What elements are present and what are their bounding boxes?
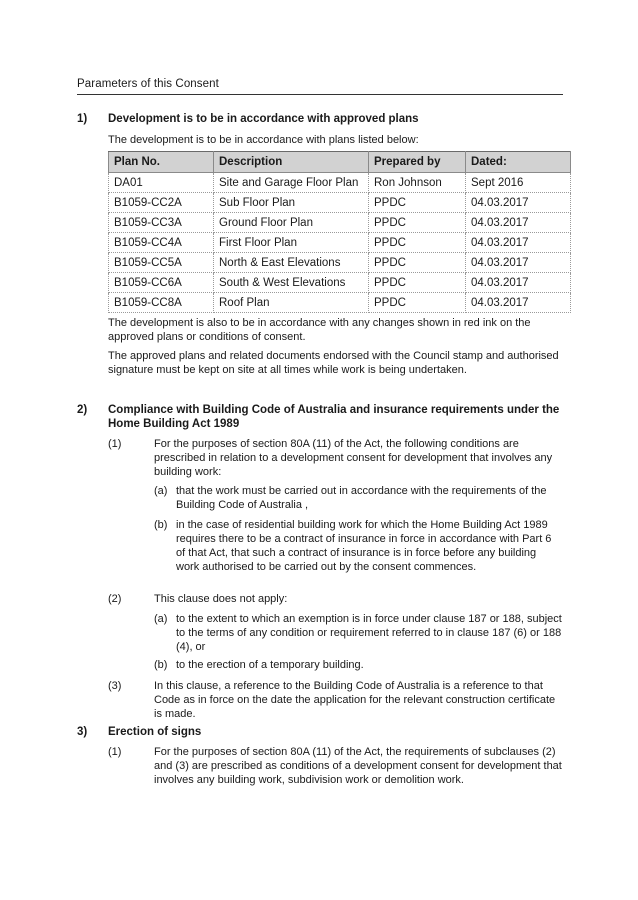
cell-plan-no: B1059-CC6A — [109, 273, 214, 293]
clause-number: (3) — [108, 680, 122, 692]
table-row — [109, 193, 571, 213]
cell-description: Roof Plan — [214, 293, 369, 313]
cell-prepared-by: PPDC — [369, 273, 466, 293]
table-row — [109, 253, 571, 273]
table-row — [109, 293, 571, 313]
cell-prepared-by: PPDC — [369, 233, 466, 253]
section-number: 2) — [77, 404, 88, 416]
cell-plan-no: B1059-CC3A — [109, 213, 214, 233]
cell-dated: Sept 2016 — [466, 173, 571, 193]
col-header-prepared-by: Prepared by — [369, 152, 466, 173]
subclause-text: to the erection of a temporary building. — [176, 659, 364, 671]
cell-prepared-by: PPDC — [369, 253, 466, 273]
section-title: Erection of signs — [108, 726, 202, 738]
col-header-dated: Dated: — [466, 152, 571, 173]
clause-number: (2) — [108, 593, 122, 605]
section-1-para-changes: The development is also to be in accordance with any changes shown in red ink on the approved plans or conditions of consent. — [108, 317, 531, 343]
heading-rule — [77, 94, 563, 95]
section-title: Compliance with Building Code of Australia and insurance requirements under the Home Building Act 1989 — [108, 404, 560, 430]
table-row — [109, 213, 571, 233]
cell-dated: 04.03.2017 — [466, 213, 571, 233]
cell-plan-no: DA01 — [109, 173, 214, 193]
cell-description: South & West Elevations — [214, 273, 369, 293]
subclause-label: (a) — [154, 485, 168, 497]
subclause-text: in the case of residential building work for which the Home Building Act 1989 requires there to be a contract of insurance in force in accordance with Part 6 of that Act, that such a contract of insurance is in force before any building work authorised to be carried out by the consent commences. — [176, 519, 552, 573]
table-row — [109, 273, 571, 293]
clause-text: For the purposes of section 80A (11) of the Act, the following conditions are prescribed in relation to a development consent for development that involves any building work: — [154, 438, 553, 478]
cell-dated: 04.03.2017 — [466, 273, 571, 293]
subclause-text: that the work must be carried out in accordance with the requirements of the Building Code of Australia , — [176, 485, 547, 511]
cell-description: First Floor Plan — [214, 233, 369, 253]
cell-dated: 04.03.2017 — [466, 253, 571, 273]
section-title: Development is to be in accordance with approved plans — [108, 113, 419, 125]
table-row — [109, 173, 571, 193]
cell-dated: 04.03.2017 — [466, 233, 571, 253]
col-header-description: Description — [214, 152, 369, 173]
subclause-text: to the extent to which an exemption is in force under clause 187 or 188, subject to the terms of any condition or requirement referred to in clause 187 (6) or 188 (4), or — [176, 613, 562, 653]
cell-prepared-by: PPDC — [369, 213, 466, 233]
clause-text: This clause does not apply: — [154, 593, 288, 605]
section-1-intro: The development is to be in accordance with plans listed below: — [108, 134, 419, 146]
subclause-label: (b) — [154, 519, 168, 531]
section-1-para-stamp: The approved plans and related documents endorsed with the Council stamp and authorised signature must be kept on site at all times while work is being undertaken. — [108, 350, 559, 376]
cell-prepared-by: Ron Johnson — [369, 173, 466, 193]
subclause-label: (a) — [154, 613, 168, 625]
cell-dated: 04.03.2017 — [466, 193, 571, 213]
section-number: 1) — [77, 113, 88, 125]
clause-number: (1) — [108, 746, 122, 758]
approved-plans-table — [108, 151, 571, 313]
table-row — [109, 233, 571, 253]
table-header-row — [109, 152, 571, 173]
clause-text: In this clause, a reference to the Building Code of Australia is a reference to that Code as in force on the date the application for the relevant construction certificate is made. — [154, 680, 556, 720]
cell-dated: 04.03.2017 — [466, 293, 571, 313]
clause-number: (1) — [108, 438, 122, 450]
cell-plan-no: B1059-CC4A — [109, 233, 214, 253]
cell-plan-no: B1059-CC5A — [109, 253, 214, 273]
page-title: Parameters of this Consent — [77, 78, 219, 90]
cell-description: Site and Garage Floor Plan — [214, 173, 369, 193]
col-header-plan-no: Plan No. — [109, 152, 214, 173]
cell-prepared-by: PPDC — [369, 193, 466, 213]
cell-description: North & East Elevations — [214, 253, 369, 273]
cell-plan-no: B1059-CC8A — [109, 293, 214, 313]
clause-text: For the purposes of section 80A (11) of the Act, the requirements of subclauses (2) and (3) are prescribed as conditions of a development consent for development that involves any building work, subdivision work or demolition work. — [154, 746, 562, 786]
subclause-label: (b) — [154, 659, 168, 671]
cell-plan-no: B1059-CC2A — [109, 193, 214, 213]
cell-description: Ground Floor Plan — [214, 213, 369, 233]
cell-prepared-by: PPDC — [369, 293, 466, 313]
section-number: 3) — [77, 726, 88, 738]
cell-description: Sub Floor Plan — [214, 193, 369, 213]
page-heading — [77, 77, 563, 95]
